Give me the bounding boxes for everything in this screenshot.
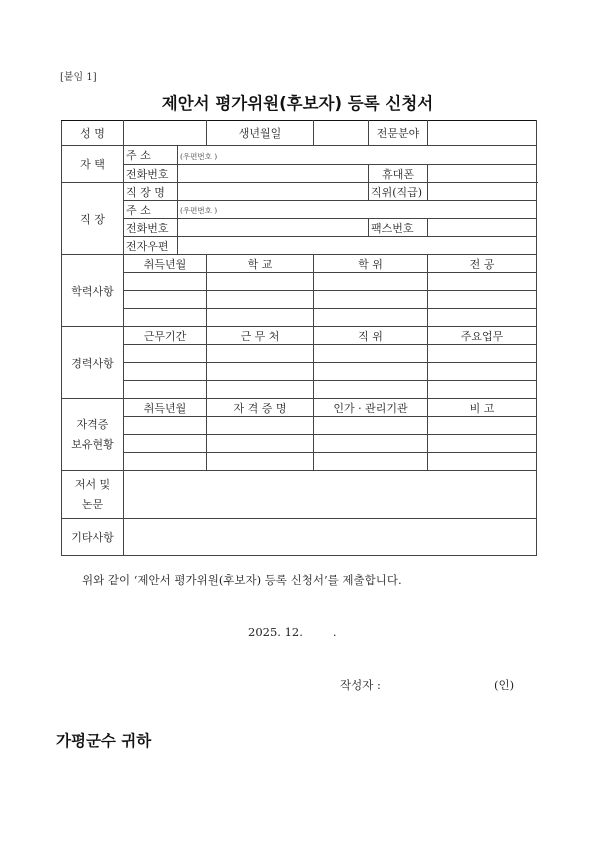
home-section-label: 자 택 — [62, 146, 124, 183]
certification-cell[interactable] — [207, 435, 314, 453]
education-header-major: 전 공 — [428, 255, 537, 273]
date-day: . — [332, 625, 337, 639]
education-cell[interactable] — [314, 291, 428, 309]
career-row — [62, 363, 537, 381]
certification-cell[interactable] — [124, 417, 207, 435]
work-address-label: 주 소 — [124, 201, 178, 219]
date-year: 2025. — [248, 625, 281, 639]
education-cell[interactable] — [207, 291, 314, 309]
education-header-degree: 학 위 — [314, 255, 428, 273]
education-cell[interactable] — [207, 273, 314, 291]
education-section-label: 학력사항 — [62, 255, 124, 327]
home-phone-input[interactable] — [178, 165, 369, 183]
publications-label-line1: 저서 및 — [74, 477, 111, 491]
work-section-label: 직 장 — [62, 183, 124, 255]
certification-row — [62, 453, 537, 471]
publications-input[interactable] — [124, 471, 537, 519]
seal-label: (인) — [494, 678, 515, 692]
education-row — [62, 273, 537, 291]
career-row — [62, 381, 537, 399]
certification-cell[interactable] — [428, 435, 537, 453]
career-cell[interactable] — [124, 345, 207, 363]
certification-header-name: 자 격 증 명 — [207, 399, 314, 417]
career-cell[interactable] — [428, 381, 537, 399]
certification-cell[interactable] — [314, 435, 428, 453]
certification-cell[interactable] — [207, 453, 314, 471]
career-header-employer: 근 무 처 — [207, 327, 314, 345]
home-phone-label: 전화번호 — [124, 165, 178, 183]
career-cell[interactable] — [207, 345, 314, 363]
career-header-duties: 주요업무 — [428, 327, 537, 345]
writer-label: 작성자 : — [340, 678, 381, 692]
work-phone-input[interactable] — [178, 219, 369, 237]
mobile-label: 휴대폰 — [369, 165, 428, 183]
certification-cell[interactable] — [428, 417, 537, 435]
career-row — [62, 345, 537, 363]
certification-header-authority: 인가 · 관리기관 — [314, 399, 428, 417]
career-header-period: 근무기간 — [124, 327, 207, 345]
email-input[interactable] — [178, 237, 537, 255]
education-cell[interactable] — [428, 291, 537, 309]
publications-label-line2: 논문 — [81, 497, 104, 511]
home-address-input[interactable] — [178, 146, 537, 165]
education-cell[interactable] — [314, 309, 428, 327]
date-month: 12. — [284, 625, 303, 639]
certification-section-label — [62, 399, 124, 471]
position-input[interactable] — [428, 183, 537, 201]
submission-date — [248, 625, 337, 639]
education-cell[interactable] — [124, 291, 207, 309]
work-address-input[interactable] — [178, 201, 537, 219]
education-row — [62, 291, 537, 309]
career-cell[interactable] — [314, 363, 428, 381]
email-label: 전자우편 — [124, 237, 178, 255]
education-cell[interactable] — [124, 273, 207, 291]
certification-header-date: 취득년월 — [124, 399, 207, 417]
education-cell[interactable] — [314, 273, 428, 291]
workplace-label: 직 장 명 — [124, 183, 178, 201]
career-section-label: 경력사항 — [62, 327, 124, 399]
education-cell[interactable] — [428, 309, 537, 327]
publications-section-label — [62, 471, 124, 519]
form-title: 제안서 평가위원(후보자) 등록 신청서 — [161, 94, 434, 113]
work-postal-hint: (우편번호 ) — [180, 206, 218, 215]
addressee: 가평군수 귀하 — [56, 732, 152, 750]
birth-label: 생년월일 — [207, 121, 314, 146]
field-label: 전문분야 — [369, 121, 428, 146]
certification-label-line2: 보유현황 — [71, 437, 114, 451]
career-cell[interactable] — [124, 363, 207, 381]
field-input[interactable] — [428, 121, 537, 146]
mobile-input[interactable] — [428, 165, 537, 183]
education-cell[interactable] — [207, 309, 314, 327]
certification-row — [62, 435, 537, 453]
name-input[interactable] — [124, 121, 207, 146]
work-phone-label: 전화번호 — [124, 219, 178, 237]
career-cell[interactable] — [314, 345, 428, 363]
education-cell[interactable] — [124, 309, 207, 327]
workplace-input[interactable] — [178, 183, 369, 201]
fax-label: 팩스번호 — [369, 219, 428, 237]
certification-cell[interactable] — [428, 453, 537, 471]
name-label: 성 명 — [62, 121, 124, 146]
registration-form-table — [61, 120, 537, 556]
career-header-position: 직 위 — [314, 327, 428, 345]
education-cell[interactable] — [428, 273, 537, 291]
certification-cell[interactable] — [314, 453, 428, 471]
home-postal-hint: (우편번호 ) — [180, 151, 218, 161]
career-cell[interactable] — [124, 381, 207, 399]
other-section-label: 기타사항 — [62, 519, 124, 556]
certification-label-line1: 자격증 — [76, 417, 109, 431]
certification-cell[interactable] — [124, 453, 207, 471]
education-header-school: 학 교 — [207, 255, 314, 273]
declaration-text: 위와 같이 ‘제안서 평가위원(후보자) 등록 신청서’를 제출합니다. — [82, 573, 402, 587]
certification-cell[interactable] — [124, 435, 207, 453]
attachment-label: [붙임 1] — [60, 72, 97, 83]
career-cell[interactable] — [428, 363, 537, 381]
fax-input[interactable] — [428, 219, 537, 237]
career-cell[interactable] — [428, 345, 537, 363]
certification-cell[interactable] — [207, 417, 314, 435]
certification-header-remarks: 비 고 — [428, 399, 537, 417]
certification-cell[interactable] — [314, 417, 428, 435]
career-cell[interactable] — [314, 381, 428, 399]
education-header-date: 취득년월 — [124, 255, 207, 273]
education-row — [62, 309, 537, 327]
position-label: 직위(직급) — [369, 183, 428, 201]
career-cell[interactable] — [207, 381, 314, 399]
home-address-label: 주 소 — [124, 146, 178, 165]
birth-input[interactable] — [314, 121, 369, 146]
other-input[interactable] — [124, 519, 537, 556]
certification-row — [62, 417, 537, 435]
career-cell[interactable] — [207, 363, 314, 381]
